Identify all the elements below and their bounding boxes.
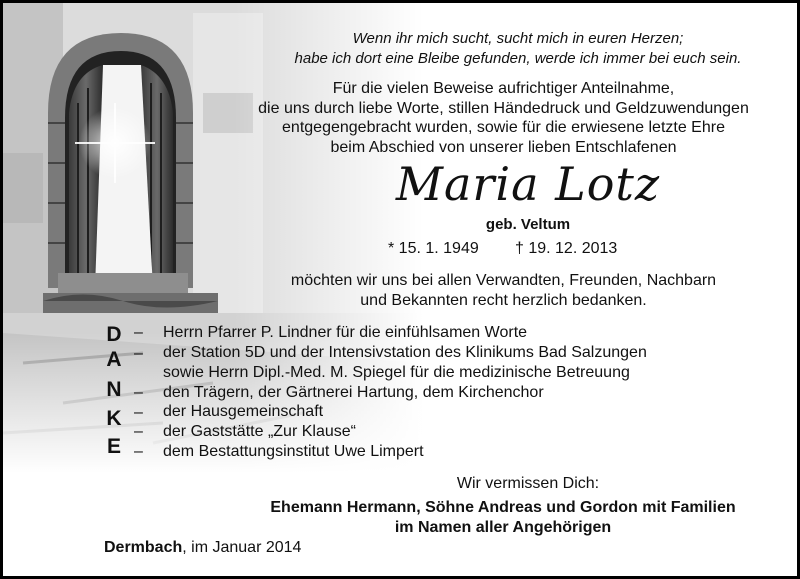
danke-letter: N (106, 378, 122, 401)
acknowledgement-item: sowie Herrn Dipl.-Med. M. Spiegel für die medizinische Betreuung (163, 364, 630, 381)
signoff-place: Dermbach (104, 539, 183, 556)
list-dash: – (134, 443, 143, 460)
thanks-intro-line-4: beim Abschied von unserer lieben Entschlafenen (330, 138, 677, 156)
acknowledgement-item: Herrn Pfarrer P. Lindner für die einfühlsamen Worte (163, 324, 528, 341)
acknowledgement-item: der Gaststätte „Zur Klause“ (163, 423, 356, 440)
thanks-outro-line-1: möchten wir uns bei allen Verwandten, Freunden, Nachbarn (290, 272, 717, 289)
acknowledgement-item: der Station 5D und der Intensivstation des Klinikums Bad Salzungen (163, 344, 647, 361)
motto-line-1: Wenn ihr mich sucht, sucht mich in euren Herzen; (352, 30, 684, 47)
acknowledgement-item: den Trägern, der Gärtnerei Hartung, dem Kirchenchor (163, 384, 544, 401)
signoff-date: , im Januar 2014 (182, 539, 302, 556)
family-line-2: im Namen aller Angehörigen (394, 519, 612, 536)
list-dash: – (134, 423, 143, 440)
we-miss-you: Wir vermissen Dich: (456, 475, 600, 492)
thanks-outro-line-2: und Bekannten recht herzlich bedanken. (360, 291, 647, 309)
death-date: † 19. 12. 2013 (515, 240, 618, 257)
list-dash: – (134, 384, 143, 401)
list-dash: – (134, 404, 143, 421)
family-line-1: Ehemann Hermann, Söhne Andreas und Gordon mit Familien (270, 499, 736, 516)
birth-date: * 15. 1. 1949 (388, 240, 479, 257)
acknowledgement-item: der Hausgemeinschaft (163, 403, 324, 420)
deceased-name: Maria Lotz (395, 157, 661, 211)
motto-line-2: habe ich dort eine Bleibe gefunden, werde ich immer bei euch sein. (294, 50, 742, 67)
danke-letter: D (106, 323, 122, 346)
thanks-intro-line-3: entgegengebracht wurden, sowie für die erwiesene letzte Ehre (282, 119, 725, 136)
list-dash: – (134, 345, 143, 362)
list-dash: – (134, 324, 143, 341)
thanks-intro-line-1: Für die vielen Beweise aufrichtiger Anteilnahme, (332, 80, 675, 97)
danke-letter: K (106, 407, 122, 430)
signoff (104, 539, 301, 557)
thanks-intro-line-2: die uns durch liebe Worte, stillen Händedruck und Geldzuwendungen (258, 99, 749, 117)
danke-letter: A (106, 348, 122, 371)
acknowledgement-item: dem Bestattungsinstitut Uwe Limpert (163, 443, 424, 460)
maiden-name: geb. Veltum (485, 216, 571, 233)
danke-letter: E (106, 435, 121, 458)
